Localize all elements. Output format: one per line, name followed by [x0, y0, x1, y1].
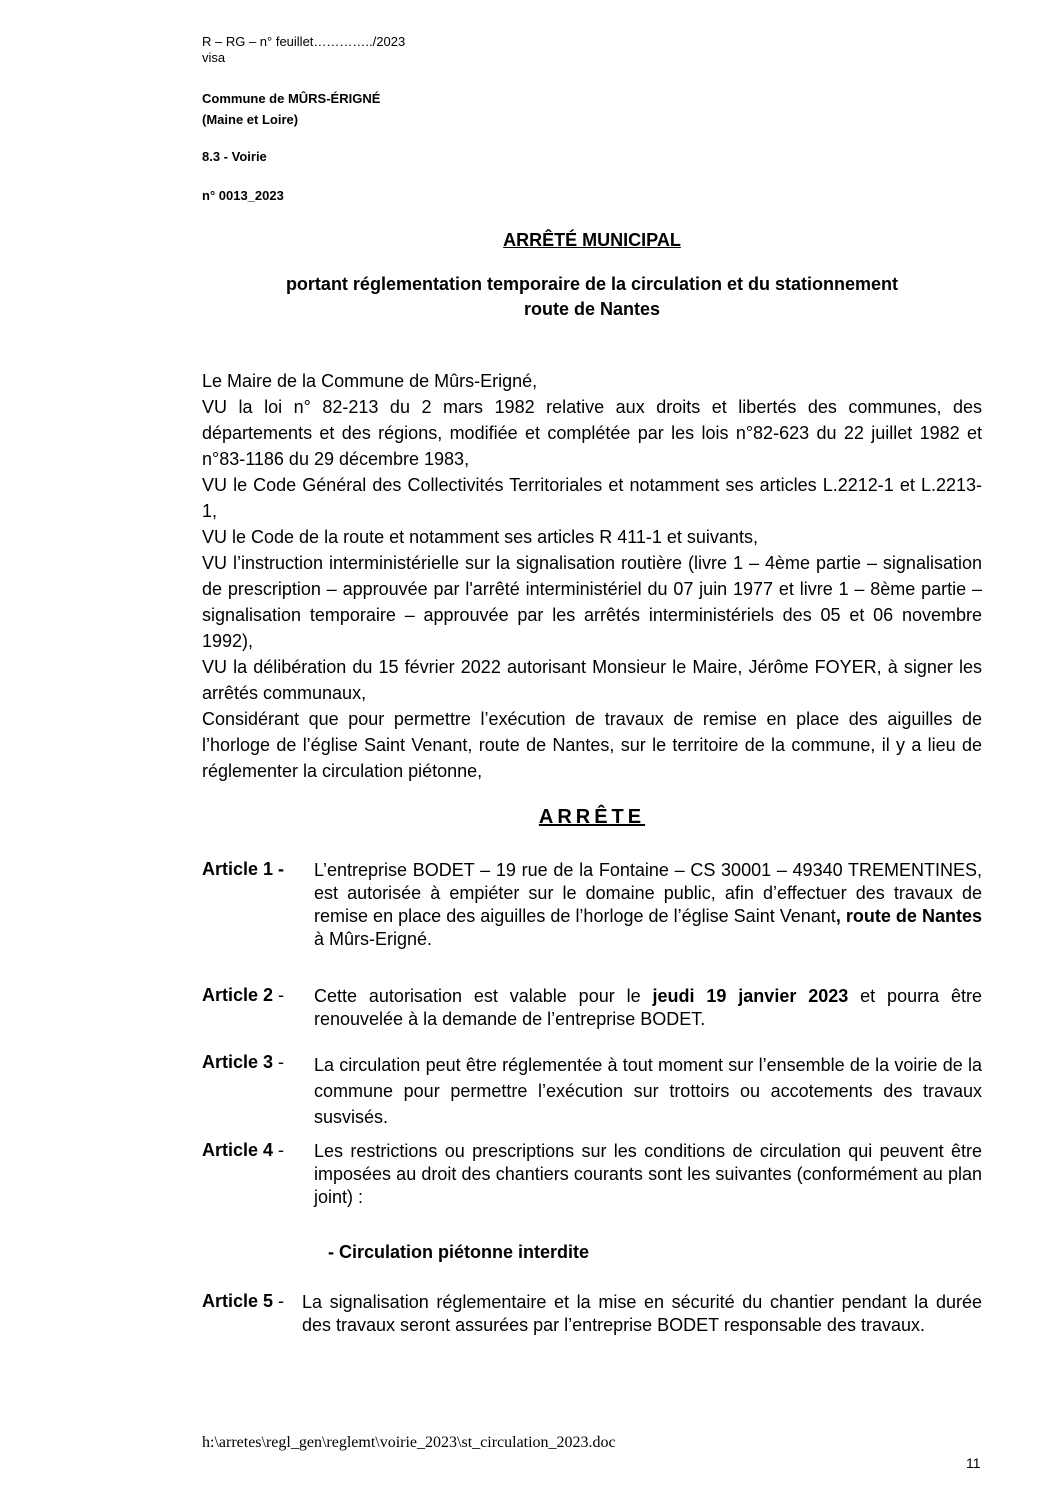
preamble-line: Considérant que pour permettre l’exécution de travaux de remise en place des aiguilles de l’horloge de l’église Saint Venant, route de Nantes, sur le territoire de la commune, il y a lieu de réglementer la circulation piétonne, [202, 709, 982, 781]
article-text: La signalisation réglementaire et la mise en sécurité du chantier pendant la durée des travaux seront assurées par l’entreprise BODET responsable des travaux. [302, 1292, 982, 1335]
footer-file-path: h:\arretes\regl_gen\reglemt\voirie_2023\st_circulation_2023.doc [202, 1434, 616, 1451]
category-label: 8.3 - Voirie [202, 149, 267, 164]
subtitle-line-1: portant réglementation temporaire de la circulation et du stationnement [285, 274, 899, 294]
article-text: à Mûrs-Erigné. [314, 929, 433, 949]
article-1-label [202, 859, 284, 880]
article-4-text [314, 1140, 982, 1209]
visa-label: visa [202, 50, 226, 65]
article-text: et pourra être renouvelée à la demande de l’entreprise BODET. [314, 986, 982, 1029]
article-bold-text: , route de Nantes [835, 906, 983, 926]
article-label-text: Article 5 [202, 1291, 274, 1311]
article-5-label [202, 1291, 284, 1312]
article-label-text: Article 3 [202, 1052, 274, 1072]
preamble-line: VU la loi n° 82-213 du 2 mars 1982 relative aux droits et libertés des communes, des départements et des régions, modifiée et complétée par les lois n°82-623 du 22 juillet 1982 et n°83-1186 du 29 décembre 1983, [202, 397, 982, 469]
article-1-text [314, 859, 982, 951]
article-label-text: Article 2 [202, 985, 274, 1005]
preamble-line: Le Maire de la Commune de Mûrs-Erigné, [202, 371, 538, 391]
preamble-line: VU la délibération du 15 février 2022 autorisant Monsieur le Maire, Jérôme FOYER, à signer les arrêtés communaux, [202, 657, 982, 703]
article-dash: - [273, 1291, 285, 1311]
article-dash: - [273, 1052, 285, 1072]
article-5-text [302, 1291, 982, 1337]
commune-name: Commune de MÛRS-ÉRIGNÉ [202, 91, 381, 106]
article-2-text [314, 985, 982, 1031]
preamble-line: VU l’instruction interministérielle sur la signalisation routière (livre 1 – 4ème partie – signalisation de prescription – approuvée par l'arrêté interministériel du 07 juin 1977 et livre 1 – 8ème partie – signalisation temporaire – approuvée par les arrêtés interministériels des 05 et 06 novembre 1992), [202, 553, 982, 651]
article-bold-text: jeudi 19 janvier 2023 [652, 986, 849, 1006]
reference-line: R – RG – n° feuillet…………../2023 [202, 34, 406, 49]
article-text: Cette autorisation est valable pour le [314, 986, 653, 1006]
article-label-text: Article 1 [202, 859, 274, 879]
article-3-text [314, 1052, 982, 1130]
article-text: Les restrictions ou prescriptions sur les conditions de circulation qui peuvent être imposées au droit des chantiers courants sont les suivantes (conformément au plan joint) : [314, 1141, 982, 1207]
preamble [202, 368, 982, 784]
document-number: n° 0013_2023 [202, 188, 284, 203]
article-dash: - [273, 985, 285, 1005]
preamble-line: VU le Code Général des Collectivités Territoriales et notamment ses articles L.2212-1 et L.2213-1, [202, 475, 982, 521]
department-name: (Maine et Loire) [202, 112, 299, 127]
article-dash: - [273, 859, 285, 879]
article-2-label [202, 985, 284, 1006]
restriction-item: - Circulation piétonne interdite [328, 1242, 590, 1262]
article-3-label [202, 1052, 284, 1073]
article-dash: - [273, 1140, 285, 1160]
article-text: La circulation peut être réglementée à tout moment sur l’ensemble de la voirie de la commune pour permettre l’exécution sur trottoirs ou accotements des travaux susvisés. [314, 1055, 982, 1127]
subtitle-line-2: route de Nantes [523, 299, 661, 319]
article-label-text: Article 4 [202, 1140, 274, 1160]
article-4-label [202, 1140, 284, 1161]
arrete-heading: ARRÊTE [538, 806, 646, 828]
page-number: 11 [966, 1455, 981, 1471]
subtitle [202, 272, 982, 322]
preamble-line: VU le Code de la route et notamment ses articles R 411-1 et suivants, [202, 527, 758, 547]
page-title: ARRÊTÉ MUNICIPAL [503, 230, 681, 250]
article-text: L’entreprise BODET – 19 rue de la Fontaine – CS 30001 – 49340 TREMENTINES, est autorisée à empiéter sur le domaine public, afin d’effectuer des travaux de remise en place des aiguilles de l’horloge de l’église Saint Venant [314, 860, 982, 926]
